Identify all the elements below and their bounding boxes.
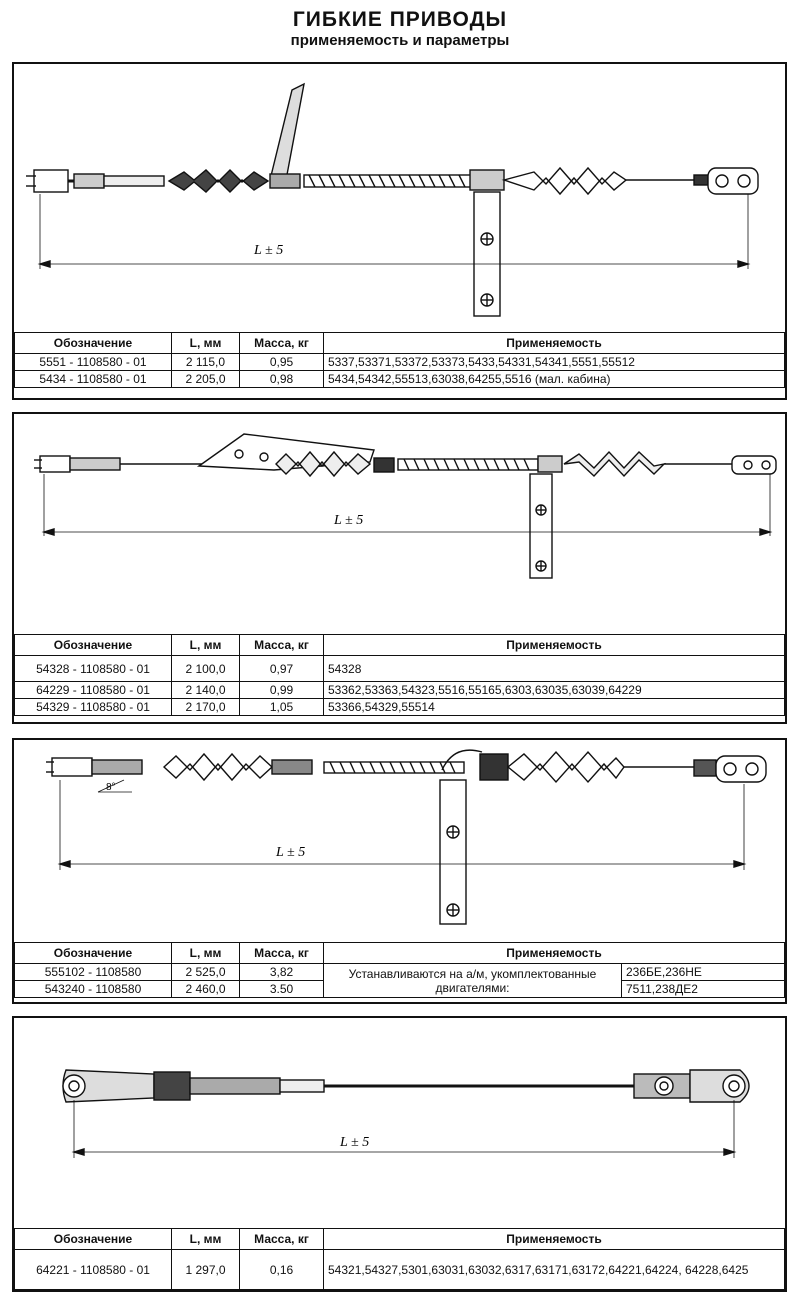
length-cell: 2 140,0	[172, 682, 240, 699]
designation-cell: 64221 - 1108580 - 01	[15, 1250, 172, 1290]
length-cell: 2 460,0	[172, 981, 240, 998]
designation-cell: 5434 - 1108580 - 01	[15, 371, 172, 388]
header-mass: Масса, кг	[240, 635, 324, 656]
dimension-label: L ± 5	[334, 513, 364, 528]
header-mass: Масса, кг	[240, 1229, 324, 1250]
table-row	[15, 1250, 785, 1290]
table-header	[15, 1229, 785, 1250]
header-length: L, мм	[172, 1229, 240, 1250]
spec-table-1	[14, 332, 785, 388]
length-cell: 2 100,0	[172, 656, 240, 682]
spec-table-4	[14, 1228, 785, 1290]
header-applicability: Применяемость	[324, 635, 785, 656]
table-row	[15, 682, 785, 699]
header-length: L, мм	[172, 635, 240, 656]
spec-table-3	[14, 942, 785, 998]
header-length: L, мм	[172, 333, 240, 354]
applicability-cell: 5337,53371,53372,53373,5433,54331,54341,5551,55512	[324, 354, 785, 371]
cable-block-2	[12, 412, 787, 724]
length-cell: 1 297,0	[172, 1250, 240, 1290]
applicability-cell: 53366,54329,55514	[324, 699, 785, 716]
designation-cell: 555102 - 1108580	[15, 964, 172, 981]
length-cell: 2 205,0	[172, 371, 240, 388]
designation-cell: 54329 - 1108580 - 01	[15, 699, 172, 716]
length-cell: 2 115,0	[172, 354, 240, 371]
mass-cell: 0,98	[240, 371, 324, 388]
page-subtitle: применяемость и параметры	[290, 32, 510, 49]
cable-block-1	[12, 62, 787, 400]
applicability-cell: 54328	[324, 656, 785, 682]
angle-label: 8°	[106, 782, 116, 793]
mass-cell: 1,05	[240, 699, 324, 716]
cable-drawing-2	[14, 414, 785, 634]
header-mass: Масса, кг	[240, 943, 324, 964]
header-designation: Обозначение	[15, 1229, 172, 1250]
table-header	[15, 333, 785, 354]
header-applicability: Применяемость	[324, 333, 785, 354]
mass-cell: 0,97	[240, 656, 324, 682]
table-row	[15, 354, 785, 371]
table-header	[15, 943, 785, 964]
mass-cell: 3.50	[240, 981, 324, 998]
table-row	[15, 964, 785, 981]
designation-cell: 543240 - 1108580	[15, 981, 172, 998]
table-row	[15, 371, 785, 388]
length-cell: 2 525,0	[172, 964, 240, 981]
cable-block-4	[12, 1016, 787, 1292]
cable-block-3	[12, 738, 787, 1004]
mass-cell: 0,99	[240, 682, 324, 699]
mass-cell: 0,16	[240, 1250, 324, 1290]
designation-cell: 5551 - 1108580 - 01	[15, 354, 172, 371]
header-applicability: Применяемость	[324, 943, 785, 964]
table-row	[15, 699, 785, 716]
dimension-label: L ± 5	[276, 845, 306, 860]
table-row	[15, 656, 785, 682]
page-title: ГИБКИЕ ПРИВОДЫ	[292, 8, 508, 31]
engine-note-cell: Устанавливаются на а/м, укомплектованные двигателями:	[324, 964, 622, 998]
applicability-cell: 54321,54327,5301,63031,63032,6317,63171,63172,64221,64224, 64228,6425	[324, 1250, 785, 1290]
length-cell: 2 170,0	[172, 699, 240, 716]
designation-cell: 54328 - 1108580 - 01	[15, 656, 172, 682]
table-header	[15, 635, 785, 656]
engine-cell: 236БЕ,236НЕ	[622, 964, 785, 981]
header-applicability: Применяемость	[324, 1229, 785, 1250]
header-mass: Масса, кг	[240, 333, 324, 354]
header-length: L, мм	[172, 943, 240, 964]
dimension-label: L ± 5	[254, 243, 284, 258]
header-designation: Обозначение	[15, 943, 172, 964]
designation-cell: 64229 - 1108580 - 01	[15, 682, 172, 699]
mass-cell: 3,82	[240, 964, 324, 981]
cable-drawing-1	[14, 64, 785, 332]
dimension-label: L ± 5	[340, 1135, 370, 1150]
cable-drawing-4	[14, 1018, 785, 1228]
applicability-cell: 5434,54342,55513,63038,64255,5516 (мал. кабина)	[324, 371, 785, 388]
cable-drawing-3	[14, 740, 785, 942]
engine-cell: 7511,238ДЕ2	[622, 981, 785, 998]
header-designation: Обозначение	[15, 635, 172, 656]
spec-table-2	[14, 634, 785, 716]
mass-cell: 0,95	[240, 354, 324, 371]
header-designation: Обозначение	[15, 333, 172, 354]
applicability-cell: 53362,53363,54323,5516,55165,6303,63035,63039,64229	[324, 682, 785, 699]
